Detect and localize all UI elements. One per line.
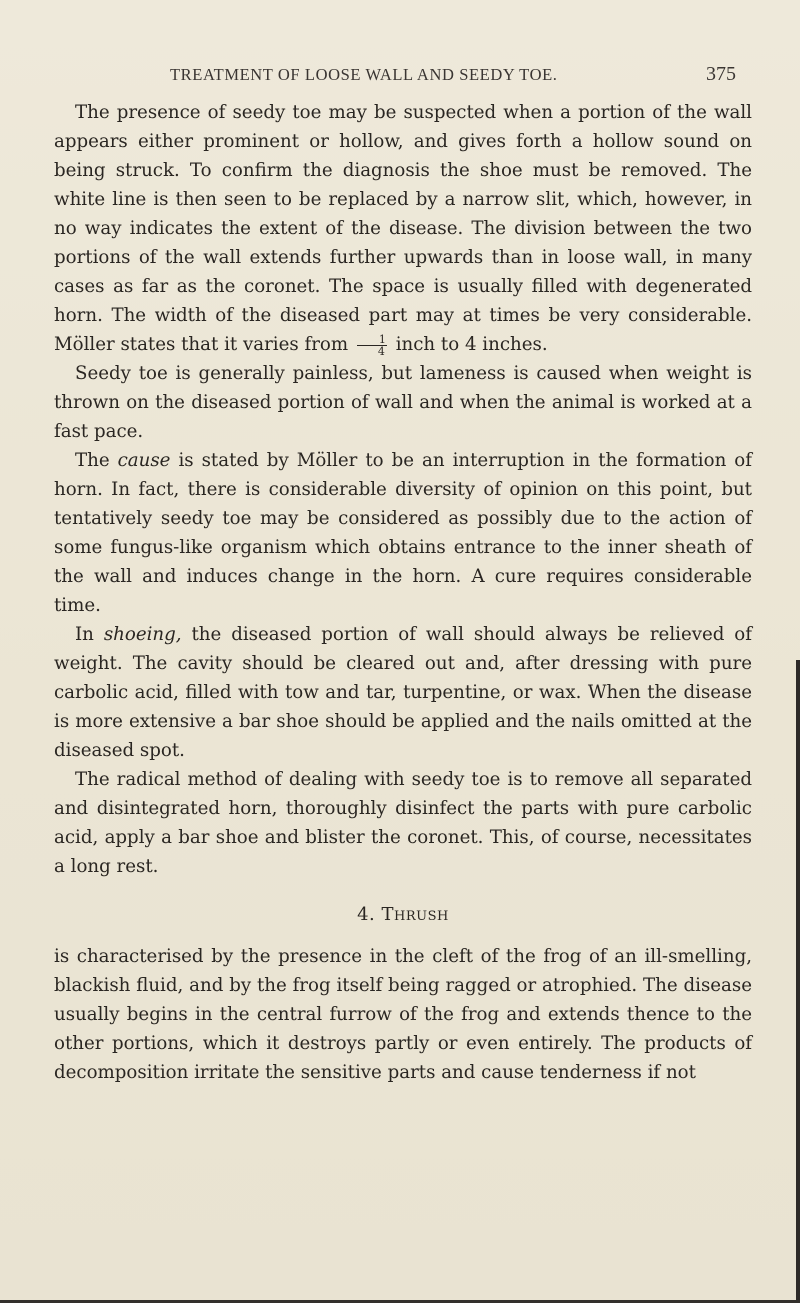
paragraph-seedy-toe-lameness: Seedy toe is generally painless, but lameness is caused when weight is thrown on the diseased portion of wall and when the animal is worked at a fast pace. xyxy=(54,363,752,442)
paragraph-seedy-toe-cause xyxy=(54,446,752,620)
paragraph-text-rest: the diseased portion of wall should always be relieved of weight. The cavity should be cleared out and, after dressing with pure carbolic acid, filled with tow and tar, turpentine, or wax. When the disease is more extensive a bar shoe should be applied and the nails omitted at the diseased spot. xyxy=(54,624,752,761)
page-number: 375 xyxy=(706,63,736,85)
fraction-denominator: 4 xyxy=(377,344,385,358)
running-header: TREATMENT OF LOOSE WALL AND SEEDY TOE. xyxy=(170,65,558,84)
paragraph-text-start: In xyxy=(75,624,94,645)
paragraph-seedy-toe-shoeing xyxy=(54,620,752,765)
paragraph-text-rest: is stated by Möller to be an interruption in the formation of horn. In fact, there is considerable diversity of opinion on this point, but tentatively seedy toe may be considered as possibly due to the action of some fungus-like organism which obtains entrance to the inner sheath of the wall and induces change in the horn. A cure requires considerable time. xyxy=(54,450,752,616)
paragraph-text: The presence of seedy toe may be suspected when a portion of the wall appears either prominent or hollow, and gives forth a hollow sound on being struck. To confirm the diagnosis the shoe must be removed. The white line is then seen to be replaced by a narrow slit, which, however, in no way indicates the extent of the disease. The division between the two portions of the wall extends further upwards than in loose wall, in many cases as far as the coronet. The space is usually filled with degenerated horn. The width of the diseased part may at times be very considerable. Möller states that it varies from xyxy=(54,102,752,355)
fraction-quarter xyxy=(357,334,387,357)
paragraph-text-end: inch to 4 inches. xyxy=(395,334,548,355)
paragraph-seedy-toe-diagnosis xyxy=(54,98,752,359)
section-number: 4. xyxy=(357,904,376,925)
section-heading-thrush xyxy=(54,900,752,929)
italic-term-shoeing: shoeing, xyxy=(103,624,182,645)
paragraph-text-start: The xyxy=(75,450,110,471)
italic-term-cause: cause xyxy=(117,450,171,471)
paragraph-thrush-description: is characterised by the presence in the cleft of the frog of an ill-smelling, blackish fluid, and by the frog itself being ragged or atrophied. The disease usually begins in the central furrow of the frog and extends thence to the other portions, which it destroys partly or even entirely. The products of decomposition irritate the sensitive parts and cause tenderness if not xyxy=(54,946,752,1083)
section-title: Thrush xyxy=(381,904,449,925)
body-text xyxy=(54,98,752,1087)
page-edge-shadow xyxy=(796,660,800,1303)
paragraph-seedy-toe-radical-method: The radical method of dealing with seedy toe is to remove all separated and disintegrated horn, thoroughly disinfect the parts with pure carbolic acid, apply a bar shoe and blister the coronet. This, of course, necessitates a long rest. xyxy=(54,769,752,877)
fraction-numerator: 1 xyxy=(357,334,387,346)
